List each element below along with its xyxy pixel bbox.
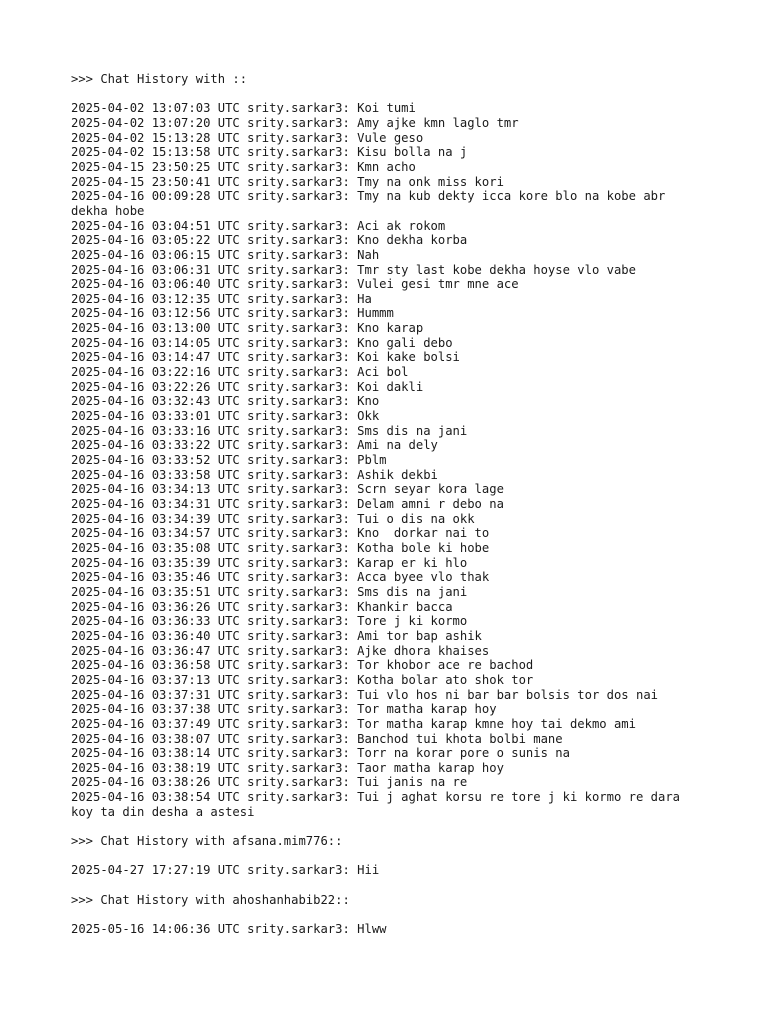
message-line: 2025-04-16 03:37:38 UTC srity.sarkar3: Tor matha karap hoy <box>71 702 497 717</box>
message-line: 2025-04-16 03:06:31 UTC srity.sarkar3: Tmr sty last kobe dekha hoyse vlo vabe <box>71 262 636 277</box>
message-line: 2025-04-16 03:36:33 UTC srity.sarkar3: Tore j ki kormo <box>71 614 468 629</box>
message-line: 2025-04-16 03:37:49 UTC srity.sarkar3: Tor matha karap kmne hoy tai dekmo ami <box>71 716 636 731</box>
message-line: 2025-04-16 03:35:08 UTC srity.sarkar3: Kotha bole ki hobe <box>71 540 490 555</box>
message-line: 2025-04-16 03:36:58 UTC srity.sarkar3: Tor khobor ace re bachod <box>71 658 534 673</box>
message-line: 2025-04-16 03:05:22 UTC srity.sarkar3: Kno dekha korba <box>71 233 468 248</box>
section-spacer <box>71 849 751 864</box>
message-line: 2025-04-16 03:34:31 UTC srity.sarkar3: Delam amni r debo na <box>71 497 504 512</box>
message-line: 2025-04-02 15:13:58 UTC srity.sarkar3: Kisu bolla na j <box>71 145 468 160</box>
message-line: 2025-04-16 03:38:26 UTC srity.sarkar3: Tui janis na re <box>71 775 468 790</box>
message-line: 2025-04-16 03:37:31 UTC srity.sarkar3: Tui vlo hos ni bar bar bolsis tor dos nai <box>71 687 658 702</box>
message-line: 2025-04-02 13:07:20 UTC srity.sarkar3: Amy ajke kmn laglo tmr <box>71 115 519 130</box>
message-line: 2025-04-16 03:34:13 UTC srity.sarkar3: Scrn seyar kora lage <box>71 482 504 497</box>
message-line: 2025-05-16 14:06:36 UTC srity.sarkar3: Hlww <box>71 921 387 936</box>
message-line: 2025-04-16 03:35:46 UTC srity.sarkar3: Acca byee vlo thak <box>71 570 490 585</box>
message-line: 2025-04-27 17:27:19 UTC srity.sarkar3: Hii <box>71 863 380 878</box>
message-list <box>71 101 751 819</box>
message-line: 2025-04-15 23:50:41 UTC srity.sarkar3: Tmy na onk miss kori <box>71 174 504 189</box>
message-line: 2025-04-16 03:33:01 UTC srity.sarkar3: Okk <box>71 409 380 424</box>
message-line: 2025-04-16 03:34:57 UTC srity.sarkar3: Kno dorkar nai to <box>71 526 490 541</box>
message-line: 2025-04-16 03:36:26 UTC srity.sarkar3: Khankir bacca <box>71 599 453 614</box>
message-line: 2025-04-16 03:33:16 UTC srity.sarkar3: Sms dis na jani <box>71 423 468 438</box>
message-line: 2025-04-16 03:33:22 UTC srity.sarkar3: Ami na dely <box>71 438 438 453</box>
chat-section-header: >>> Chat History with afsana.mim776:: <box>71 834 343 849</box>
message-line: 2025-04-16 03:38:14 UTC srity.sarkar3: Torr na korar pore o sunis na <box>71 746 570 761</box>
message-line: 2025-04-16 03:38:07 UTC srity.sarkar3: Banchod tui khota bolbi mane <box>71 731 563 746</box>
message-line: 2025-04-16 03:36:47 UTC srity.sarkar3: Ajke dhora khaises <box>71 643 490 658</box>
message-line: 2025-04-16 03:14:05 UTC srity.sarkar3: Kno gali debo <box>71 335 453 350</box>
chat-history-log <box>71 72 751 937</box>
message-line: 2025-04-16 03:06:40 UTC srity.sarkar3: Vulei gesi tmr mne ace <box>71 277 519 292</box>
section-spacer <box>71 819 751 834</box>
message-line: 2025-04-16 03:35:39 UTC srity.sarkar3: Karap er ki hlo <box>71 555 468 570</box>
message-line: 2025-04-02 13:07:03 UTC srity.sarkar3: Koi tumi <box>71 101 416 116</box>
message-line: 2025-04-16 03:37:13 UTC srity.sarkar3: Kotha bolar ato shok tor <box>71 672 534 687</box>
message-line: 2025-04-16 03:36:40 UTC srity.sarkar3: Ami tor bap ashik <box>71 628 482 643</box>
message-list <box>71 922 751 937</box>
message-line: 2025-04-16 03:33:52 UTC srity.sarkar3: Pblm <box>71 453 387 468</box>
message-line: 2025-04-16 03:32:43 UTC srity.sarkar3: Kno <box>71 394 380 409</box>
section-spacer <box>71 87 751 102</box>
message-line: 2025-04-16 03:14:47 UTC srity.sarkar3: Koi kake bolsi <box>71 350 460 365</box>
message-line: 2025-04-16 03:33:58 UTC srity.sarkar3: Ashik dekbi <box>71 467 438 482</box>
message-line: 2025-04-16 03:38:54 UTC srity.sarkar3: Tui j aghat korsu re tore j ki kormo re dara koy ta din desha a astesi <box>71 790 681 819</box>
section-spacer <box>71 878 751 893</box>
message-line: 2025-04-16 03:22:26 UTC srity.sarkar3: Koi dakli <box>71 379 424 394</box>
message-line: 2025-04-16 03:12:35 UTC srity.sarkar3: Ha <box>71 291 372 306</box>
message-line: 2025-04-02 15:13:28 UTC srity.sarkar3: Vule geso <box>71 130 424 145</box>
message-line: 2025-04-16 03:35:51 UTC srity.sarkar3: Sms dis na jani <box>71 584 468 599</box>
section-spacer <box>71 907 751 922</box>
message-list <box>71 863 751 878</box>
message-line: 2025-04-16 03:06:15 UTC srity.sarkar3: Nah <box>71 247 380 262</box>
message-line: 2025-04-16 03:38:19 UTC srity.sarkar3: Taor matha karap hoy <box>71 760 504 775</box>
message-line: 2025-04-16 00:09:28 UTC srity.sarkar3: Tmy na kub dekty icca kore blo na kobe abr dekha hobe <box>71 189 666 218</box>
message-line: 2025-04-15 23:50:25 UTC srity.sarkar3: Kmn acho <box>71 159 416 174</box>
chat-section-header: >>> Chat History with :: <box>71 72 248 86</box>
message-line: 2025-04-16 03:04:51 UTC srity.sarkar3: Aci ak rokom <box>71 218 446 233</box>
message-line: 2025-04-16 03:34:39 UTC srity.sarkar3: Tui o dis na okk <box>71 511 475 526</box>
chat-section-header: >>> Chat History with ahoshanhabib22:: <box>71 892 350 907</box>
message-line: 2025-04-16 03:13:00 UTC srity.sarkar3: Kno karap <box>71 321 424 336</box>
message-line: 2025-04-16 03:22:16 UTC srity.sarkar3: Aci bol <box>71 365 409 380</box>
message-line: 2025-04-16 03:12:56 UTC srity.sarkar3: Hummm <box>71 306 394 321</box>
